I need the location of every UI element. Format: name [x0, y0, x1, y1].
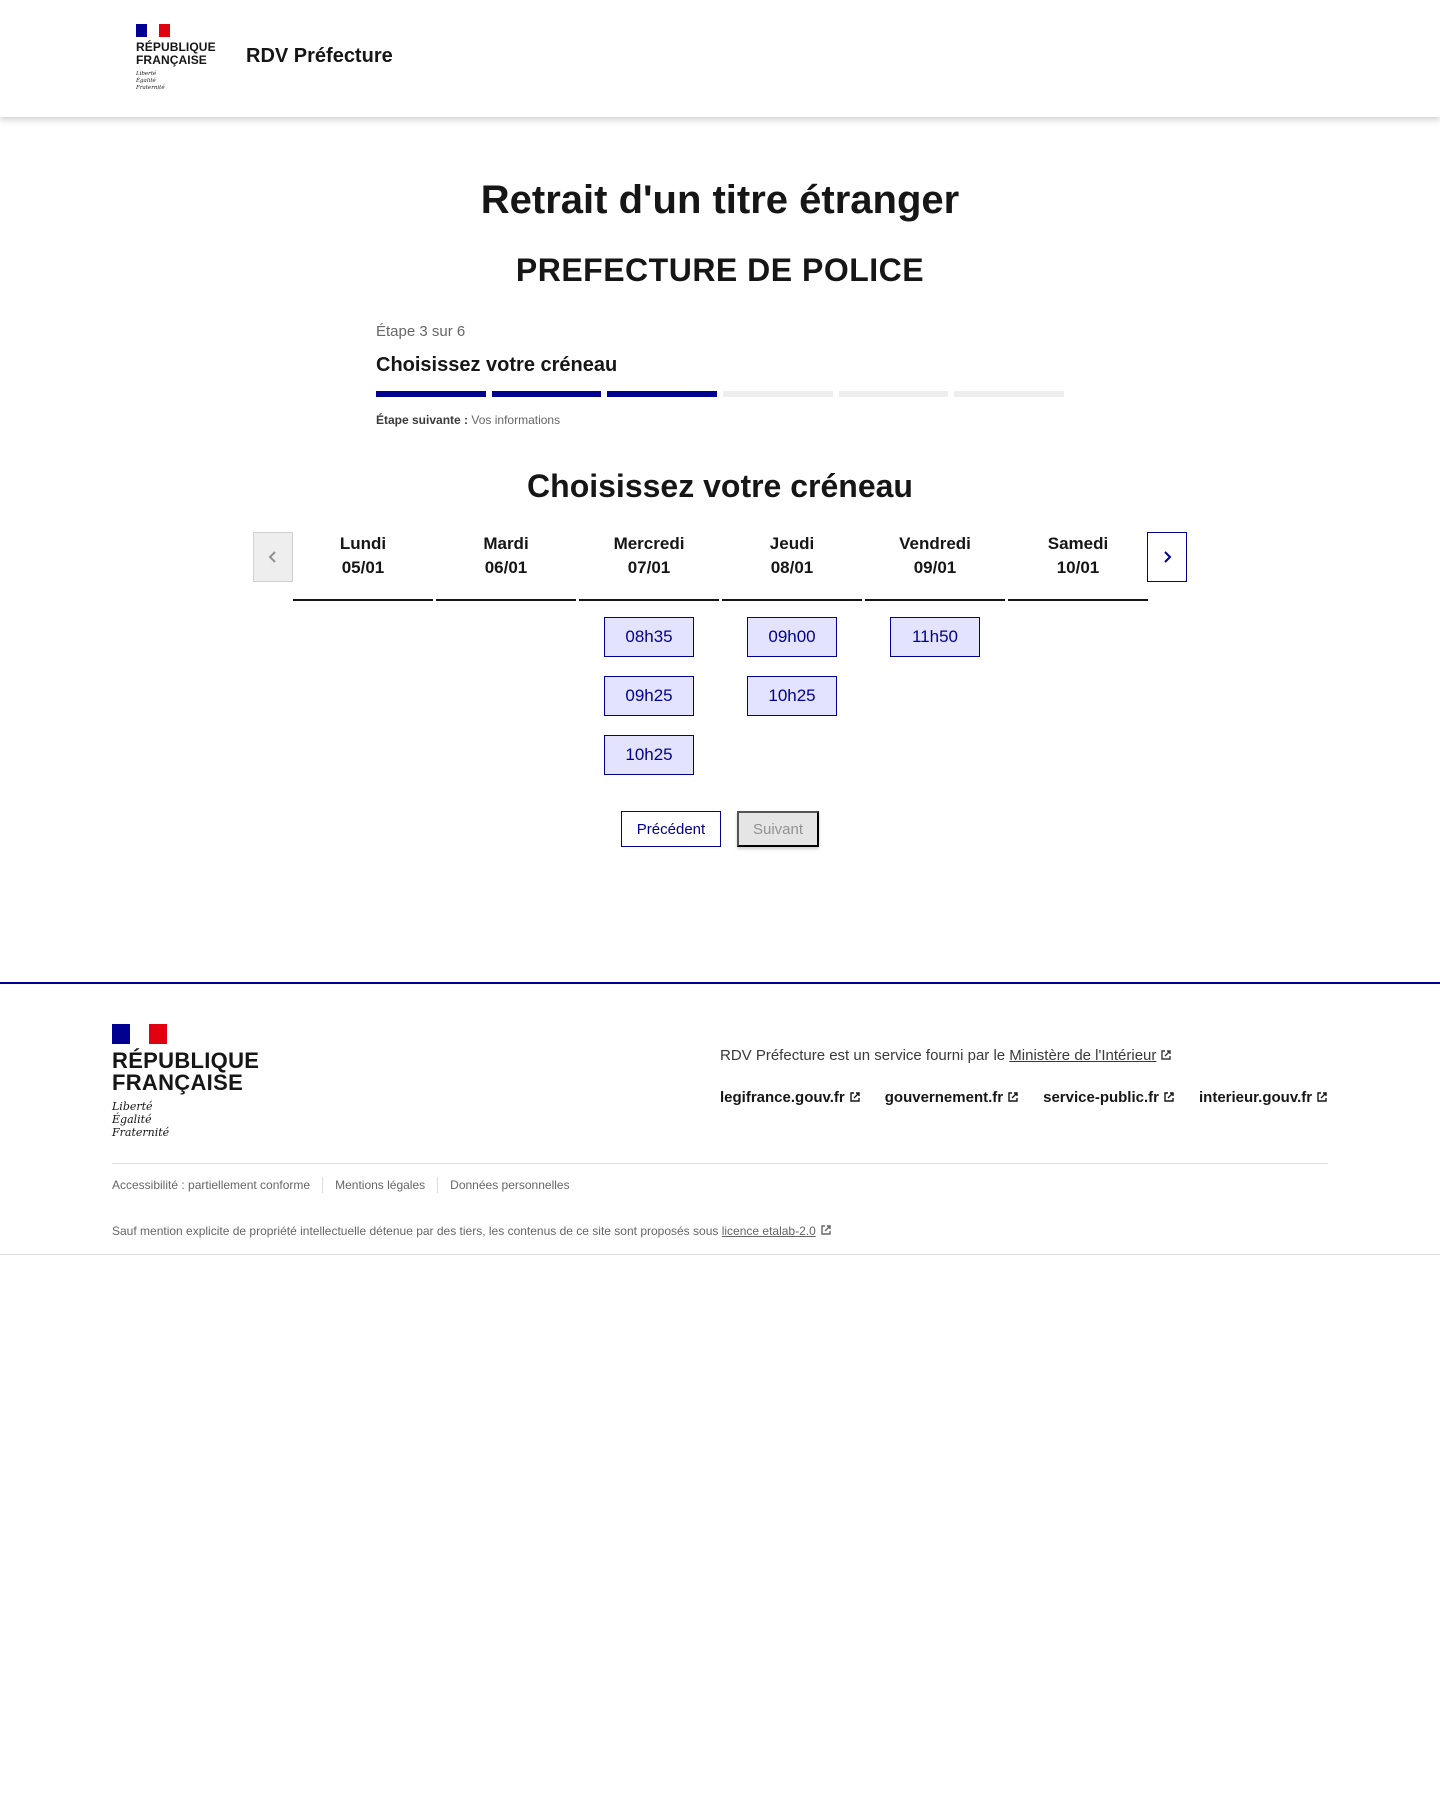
stepper-bar: [723, 391, 833, 397]
chevron-left-icon: [267, 550, 279, 564]
time-slot-button[interactable]: 11h50: [890, 617, 980, 657]
footer-description: [720, 1047, 1172, 1064]
chevron-right-icon: [1161, 550, 1173, 564]
calendar-prev-button[interactable]: [253, 532, 293, 582]
day-column-jeudi: [722, 532, 862, 580]
footer-bottom-links: [112, 1177, 582, 1193]
day-column-lundi: [293, 532, 433, 580]
motto-liberte: Liberté: [136, 71, 157, 77]
stepper-next-label: Étape suivante :: [376, 413, 469, 427]
footer-link-gouvernement[interactable]: [885, 1089, 1019, 1106]
calendar-next-button[interactable]: [1147, 532, 1187, 582]
page-title: Retrait d'un titre étranger: [480, 178, 960, 222]
footer-bottom-link[interactable]: Mentions légales: [322, 1177, 437, 1193]
footer-link-service-public[interactable]: [1043, 1089, 1175, 1106]
motto-egalite: Égalité: [136, 78, 156, 84]
day-date: 06/01: [484, 558, 528, 577]
licence-etalab-link-label: licence etalab-2.0: [721, 1224, 816, 1238]
external-link-icon: [1163, 1091, 1175, 1103]
stepper-bar: [376, 391, 486, 397]
time-slot-button[interactable]: 09h00: [747, 617, 837, 657]
footer-motto-fraternite: Fraternité: [112, 1126, 170, 1139]
external-link-icon: [1160, 1049, 1172, 1061]
footer-link-label: gouvernement.fr: [884, 1089, 1004, 1106]
day-column-mercredi: [579, 532, 719, 580]
footer-bottom-link[interactable]: Données personnelles: [437, 1177, 581, 1193]
external-link-icon: [849, 1091, 861, 1103]
stepper-title: Choisissez votre créneau: [376, 354, 618, 376]
logo-text-line2: FRANÇAISE: [136, 53, 207, 67]
stepper-next-step: [376, 413, 1064, 427]
day-column-mardi: [436, 532, 576, 580]
external-link-icon: [1316, 1091, 1328, 1103]
time-slot-button[interactable]: 10h25: [604, 735, 694, 775]
footer-bottom-link[interactable]: Accessibilité : partiellement conforme: [112, 1178, 311, 1192]
next-button[interactable]: Suivant: [737, 811, 819, 847]
stepper-bar: [954, 391, 1064, 397]
footer-divider: [112, 1163, 1328, 1164]
day-date: 05/01: [341, 558, 385, 577]
footer-license: [112, 1224, 832, 1238]
footer-link-label: interieur.gouv.fr: [1199, 1089, 1313, 1106]
ministere-interieur-link[interactable]: [1009, 1047, 1172, 1064]
time-slot-button[interactable]: 08h35: [604, 617, 694, 657]
logo-motto: [136, 71, 216, 92]
footer-motto-egalite: Égalité: [112, 1113, 152, 1126]
day-underline: [579, 599, 719, 601]
day-underline: [722, 599, 862, 601]
stepper-bar: [607, 391, 717, 397]
footer-link-label: legifrance.gouv.fr: [720, 1089, 845, 1106]
day-name: Jeudi: [769, 534, 815, 553]
stepper-next-value: Vos informations: [471, 413, 561, 427]
footer-description-text: RDV Préfecture est un service fourni par le: [720, 1047, 1006, 1064]
license-text: Sauf mention explicite de propriété intellectuelle détenue par des tiers, les contenus de ce site sont proposés sous: [112, 1224, 719, 1238]
site-name[interactable]: RDV Préfecture: [246, 45, 393, 67]
day-name: Vendredi: [899, 534, 971, 553]
logo-text-line1: RÉPUBLIQUE: [136, 40, 216, 54]
section-title: Choisissez votre créneau: [527, 468, 913, 504]
footer-republique-francaise-logo[interactable]: [112, 1024, 259, 1139]
day-name: Mercredi: [613, 534, 685, 553]
day-underline: [1008, 599, 1148, 601]
day-date: 09/01: [913, 558, 957, 577]
stepper-bar: [492, 391, 602, 397]
external-link-icon: [1007, 1091, 1019, 1103]
site-footer: [0, 982, 1440, 1255]
stepper-bar: [839, 391, 949, 397]
day-name: Mardi: [483, 534, 529, 553]
page-subtitle: PREFECTURE DE POLICE: [515, 252, 925, 288]
stepper: [376, 323, 1064, 427]
footer-logo-text-line2: FRANÇAISE: [112, 1070, 244, 1095]
day-name: Lundi: [339, 534, 387, 553]
external-link-icon: [820, 1224, 832, 1236]
footer-marianne-flag-icon: [112, 1024, 167, 1044]
day-date: 07/01: [627, 558, 671, 577]
republique-francaise-logo[interactable]: [136, 24, 216, 92]
day-date: 08/01: [770, 558, 814, 577]
day-column-vendredi: [865, 532, 1005, 580]
marianne-flag-icon: [136, 24, 170, 37]
stepper-state: Étape 3 sur 6: [376, 323, 466, 340]
time-slot-button[interactable]: 09h25: [604, 676, 694, 716]
footer-logo-motto: [112, 1100, 259, 1139]
site-header: [0, 0, 1440, 117]
footer-link-label: service-public.fr: [1043, 1089, 1159, 1106]
time-slot-button[interactable]: 10h25: [747, 676, 837, 716]
stepper-progress: [376, 391, 1064, 397]
day-column-samedi: [1008, 532, 1148, 580]
previous-button[interactable]: Précédent: [621, 811, 721, 847]
licence-etalab-link[interactable]: [722, 1224, 832, 1238]
footer-link-legifrance[interactable]: [720, 1089, 861, 1106]
day-underline: [436, 599, 576, 601]
motto-fraternite: Fraternité: [136, 85, 165, 91]
day-underline: [293, 599, 433, 601]
day-name: Samedi: [1047, 534, 1109, 553]
day-date: 10/01: [1056, 558, 1100, 577]
footer-link-interieur[interactable]: [1199, 1089, 1328, 1106]
footer-logo-text-line1: RÉPUBLIQUE: [112, 1048, 260, 1073]
day-underline: [865, 599, 1005, 601]
ministere-interieur-link-label: Ministère de l'Intérieur: [1009, 1047, 1157, 1064]
footer-motto-liberte: Liberté: [112, 1100, 153, 1113]
footer-external-links: [720, 1089, 1328, 1106]
